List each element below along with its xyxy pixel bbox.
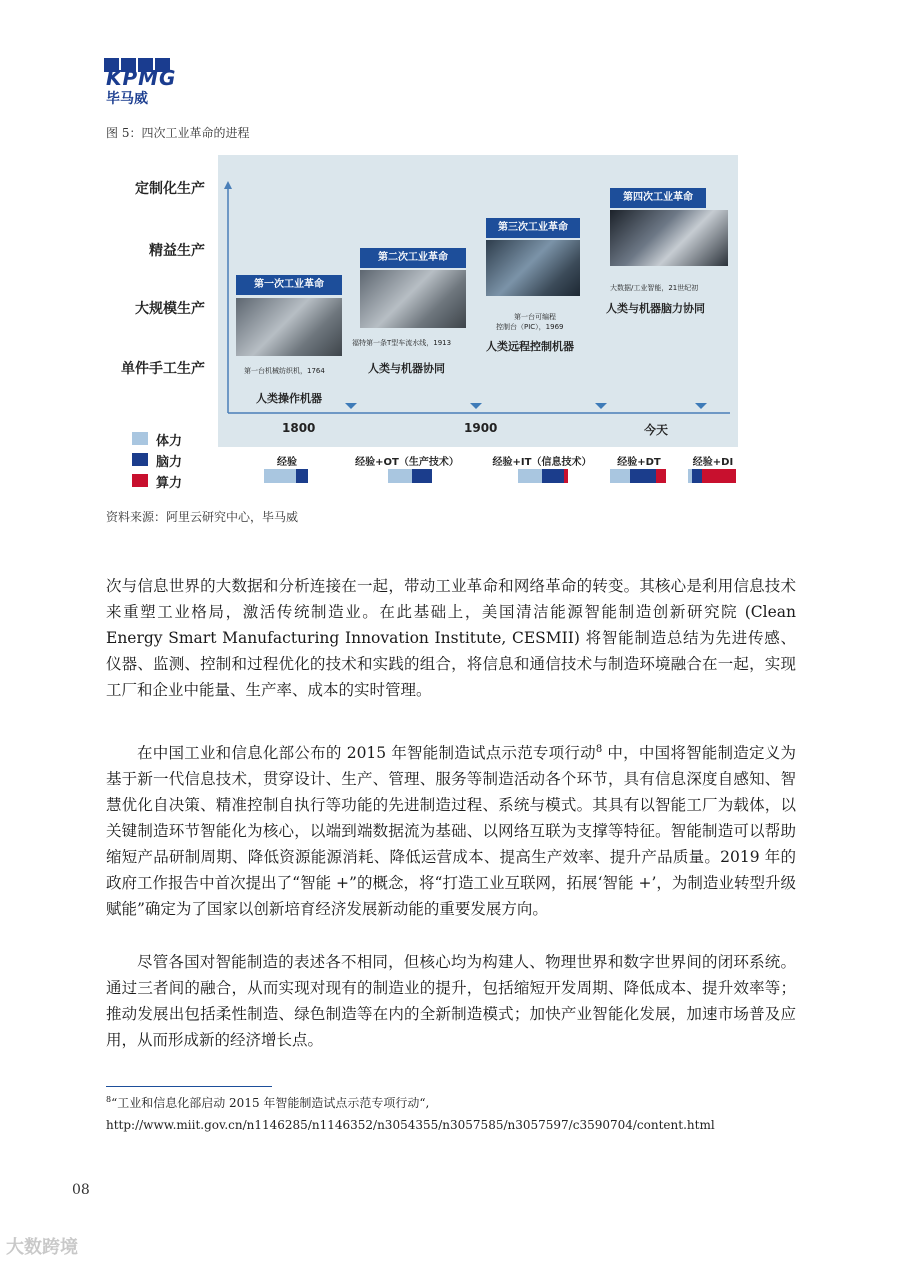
footnote-ref: 8 xyxy=(595,744,603,755)
revolution-1-title: 第一次工业革命 xyxy=(236,275,342,295)
paragraph-1-text: 次与信息世界的大数据和分析连接在一起，带动工业革命和网络革命的转变。其核心是利用信息技术来重塑工业格局，激活传统制造业。在此基础上，美国清洁能源智能制造创新研究院 (Clean Energy Smart Manufacturing Innovation Institute, CESMII) 将智能制造总结为先进传感、仪器、监测、控制和过程优化的技术和实践的组合，将信息和通信技术与制造环境融合在一起，实现工厂和企业中能量、生产率、成本的实时管理。 xyxy=(106,577,796,699)
paragraph-3 xyxy=(106,949,796,1053)
y-axis-arrow xyxy=(224,181,232,189)
x-tick-1900: 1900 xyxy=(464,421,498,435)
revolution-3-caption-line1: 第一台可编程 xyxy=(514,313,556,321)
bar-ot xyxy=(388,469,432,483)
paragraph-2 xyxy=(106,737,796,922)
legend-physical-swatch xyxy=(132,432,148,445)
kpmg-logo: KPMG xyxy=(106,66,177,90)
paragraph-3-text: 尽管各国对智能制造的表述各不相同，但核心均为构建人、物理世界和数字世界间的闭环系统。通过三者间的融合，从而实现对现有的制造业的提升，包括缩短开发周期、降低成本、提升效率等；推动发展出包括柔性制造、绿色制造等在内的全新制造模式；加快产业智能化发展，加速市场普及应用，从而形成新的经济增长点。 xyxy=(106,953,796,1049)
watermark: 大数跨境 xyxy=(6,1237,78,1258)
figure-source: 资料来源：阿里云研究中心，毕马威 xyxy=(106,510,299,524)
revolution-2-label: 人类与机器协同 xyxy=(368,362,445,375)
bar-label-ot: 经验+OT（生产技术） xyxy=(355,457,459,468)
timeline-marker xyxy=(595,403,607,409)
bar-label-di: 经验+DI xyxy=(692,457,734,468)
revolution-2-photo xyxy=(360,270,466,328)
revolution-4-caption: 大数据/工业智能，21世纪初 xyxy=(610,284,699,292)
y-level-lean: 精益生产 xyxy=(149,243,205,259)
footnote-url[interactable]: http://www.miit.gov.cn/n1146285/n1146352/n3054355/n3057585/n3057597/c3590704/content.html xyxy=(106,1118,715,1132)
revolution-1-label: 人类操作机器 xyxy=(256,392,322,405)
footnote-line xyxy=(106,1094,429,1111)
legend-mental-label: 脑力 xyxy=(156,455,183,470)
revolution-1-caption: 第一台机械纺织机，1764 xyxy=(244,367,325,375)
bar-label-experience: 经验 xyxy=(277,457,297,468)
legend-compute-label: 算力 xyxy=(156,476,183,491)
revolution-3-title: 第三次工业革命 xyxy=(486,218,580,238)
x-tick-today: 今天 xyxy=(644,423,669,437)
paragraph-1 xyxy=(106,573,796,703)
bar-experience xyxy=(264,469,308,483)
revolution-1-photo xyxy=(236,298,342,356)
bar-it xyxy=(518,469,568,483)
timeline-marker xyxy=(470,403,482,409)
revolution-3-photo xyxy=(486,240,580,296)
revolution-4-label: 人类与机器脑力协同 xyxy=(606,302,705,315)
legend-mental-swatch xyxy=(132,453,148,466)
bar-di xyxy=(688,469,736,483)
bar-dt xyxy=(610,469,666,483)
bar-label-dt: 经验+DT xyxy=(617,457,661,468)
x-tick-1800: 1800 xyxy=(282,421,316,435)
page-number: 08 xyxy=(72,1182,90,1198)
y-level-mass: 大规模生产 xyxy=(135,301,205,317)
revolution-3-caption-line2: 控制台（PIC），1969 xyxy=(496,323,564,331)
revolution-4-title: 第四次工业革命 xyxy=(610,188,706,208)
footnote-rule xyxy=(106,1086,272,1087)
paragraph-2-part-b: 中，中国将智能制造定义为基于新一代信息技术，贯穿设计、生产、管理、服务等制造活动各个环节，具有信息深度自感知、智慧优化自决策、精准控制自执行等功能的先进制造过程、系统与模式。其具有以智能工厂为载体，以关键制造环节智能化为核心，以端到端数据流为基础、以网络互联为支撑等特征。智能制造可以帮助缩短产品研制周期、降低资源能源消耗、降低运营成本、提高生产效率、提升产品质量。2019 年的政府工作报告中首次提出了“智能 +”的概念，将“打造工业互联网，拓展‘智能 +’，为制造业转型升级赋能”确定为了国家以创新培育经济发展新动能的重要发展方向。 xyxy=(106,744,796,919)
revolution-4-photo xyxy=(610,210,728,266)
footnote-number: 8 xyxy=(106,1095,112,1104)
paragraph-2-text xyxy=(106,737,796,922)
legend-compute-swatch xyxy=(132,474,148,487)
revolution-2-caption: 福特第一条T型车流水线，1913 xyxy=(352,339,452,347)
y-level-craft: 单件手工生产 xyxy=(121,361,205,377)
timeline-marker xyxy=(345,403,357,409)
kpmg-logo-cn: 毕马威 xyxy=(106,91,148,107)
figure-title: 图 5：四次工业革命的进程 xyxy=(106,126,250,140)
y-level-custom: 定制化生产 xyxy=(135,181,205,197)
timeline-marker xyxy=(695,403,707,409)
revolution-2-title: 第二次工业革命 xyxy=(360,248,466,268)
revolution-3-label: 人类远程控制机器 xyxy=(486,340,574,353)
paragraph-2-part-a: 在中国工业和信息化部公布的 2015 年智能制造试点示范专项行动 xyxy=(137,744,596,763)
bar-label-it: 经验+IT（信息技术） xyxy=(492,457,592,468)
legend-physical-label: 体力 xyxy=(156,434,183,449)
footnote-text: “工业和信息化部启动 2015 年智能制造试点示范专项行动“, xyxy=(111,1096,430,1110)
